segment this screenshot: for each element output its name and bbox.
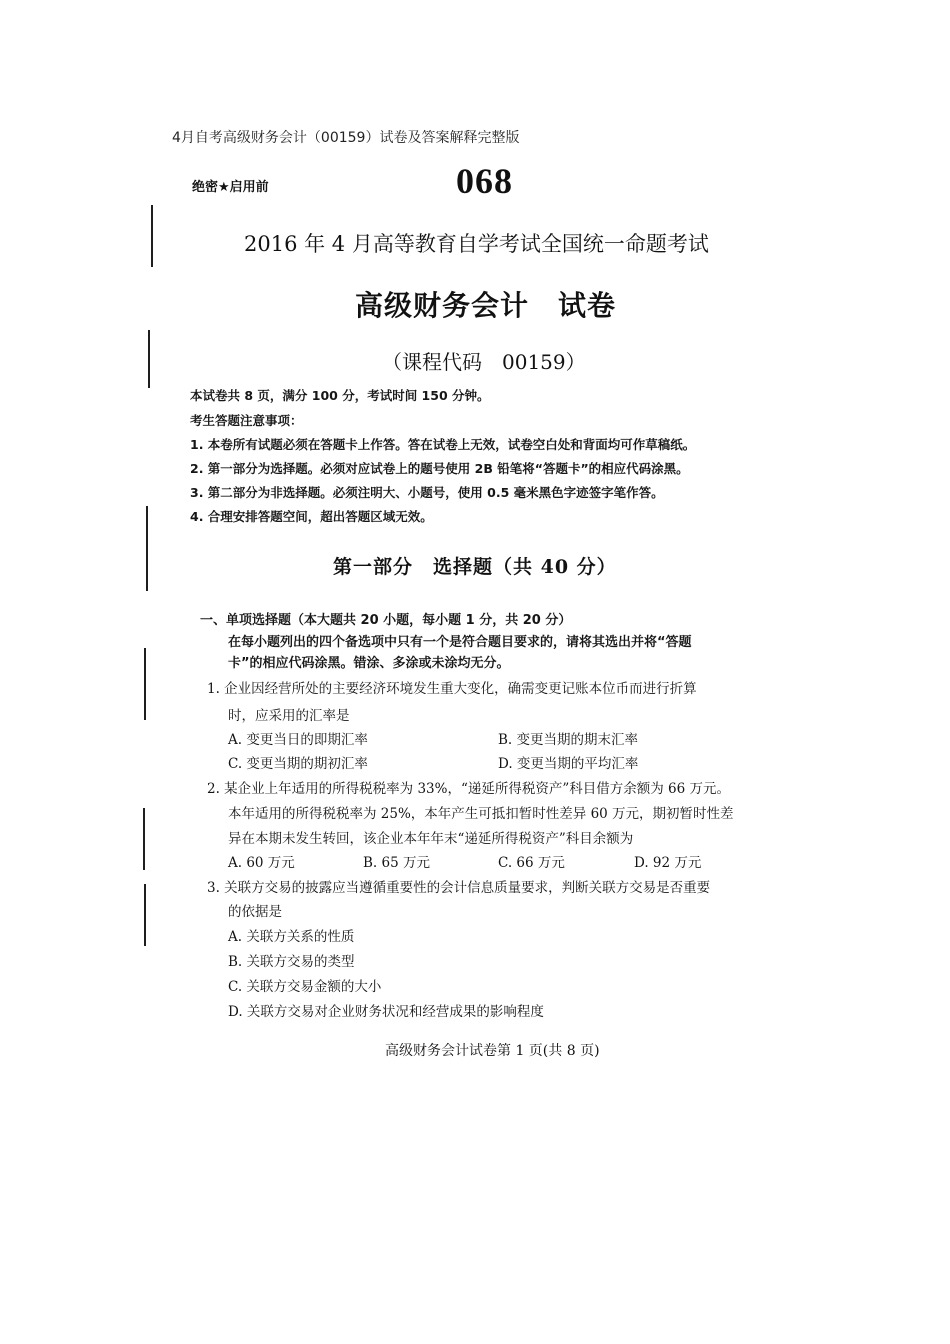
question-1-option-a: A. 变更当日的即期汇率 — [228, 732, 368, 748]
page-footer: 高级财务会计试卷第 1 页(共 8 页) — [385, 1043, 600, 1059]
question-2-stem: 异在本期未发生转回，该企业本年年末“递延所得税资产”科目余额为 — [228, 831, 634, 847]
question-2-stem: 2. 某企业上年适用的所得税税率为 33%，“递延所得税资产”科目借方余额为 66 万元。 — [207, 781, 731, 797]
section-description: 卡”的相应代码涂黑。错涂、多涂或未涂均无分。 — [228, 656, 510, 671]
question-1-stem: 时，应采用的汇率是 — [228, 708, 350, 724]
question-3-option-b: B. 关联方交易的类型 — [228, 954, 355, 970]
question-2-stem: 本年适用的所得税税率为 25%，本年产生可抵扣暂时性差异 60 万元，期初暂时性差 — [228, 806, 734, 822]
question-3-option-a: A. 关联方关系的性质 — [228, 929, 355, 945]
question-1-option-d: D. 变更当期的平均汇率 — [498, 756, 639, 772]
question-3-option-d: D. 关联方交易对企业财务状况和经营成果的影响程度 — [228, 1004, 544, 1020]
subject-title: 高级财务会计 试卷 — [355, 289, 617, 322]
instruction-item: 4. 合理安排答题空间，超出答题区域无效。 — [190, 509, 433, 524]
question-2-option-c: C. 66 万元 — [498, 855, 565, 871]
question-2-option-a: A. 60 万元 — [228, 855, 295, 871]
section-description: 在每小题列出的四个备选项中只有一个是符合题目要求的，请将其选出并将“答题 — [228, 635, 692, 650]
question-3-stem: 3. 关联方交易的披露应当遵循重要性的会计信息质量要求，判断关联方交易是否重要 — [207, 880, 711, 896]
instruction-item: 1. 本卷所有试题必须在答题卡上作答。答在试卷上无效，试卷空白处和背面均可作草稿纸。 — [190, 437, 696, 452]
instruction-item: 2. 第一部分为选择题。必须对应试卷上的题号使用 2B 铅笔将“答题卡”的相应代码涂黑。 — [190, 461, 689, 476]
question-3-stem: 的依据是 — [228, 904, 282, 920]
instruction-item: 3. 第二部分为非选择题。必须注明大、小题号，使用 0.5 毫米黑色字迹签字笔作答。 — [190, 485, 664, 500]
question-1-option-b: B. 变更当期的期末汇率 — [498, 732, 639, 748]
scan-margin-line — [143, 808, 145, 870]
scan-margin-line — [144, 648, 146, 720]
scan-margin-line — [146, 506, 148, 591]
scan-margin-line — [148, 330, 150, 388]
exam-code: 068 — [456, 161, 513, 201]
question-3-option-c: C. 关联方交易金额的大小 — [228, 979, 382, 995]
instructions-heading: 考生答题注意事项： — [190, 413, 303, 428]
confidential-label: 绝密★启用前 — [192, 180, 269, 195]
question-1-option-c: C. 变更当期的期初汇率 — [228, 756, 368, 772]
scan-margin-line — [151, 205, 153, 267]
exam-title: 2016 年 4 月高等教育自学考试全国统一命题考试 — [244, 232, 709, 256]
question-1-stem: 1. 企业因经营所处的主要经济环境发生重大变化，确需变更记账本位币而进行折算 — [207, 681, 697, 697]
part-one-title: 第一部分 选择题（共 40 分） — [333, 556, 617, 578]
exam-summary: 本试卷共 8 页，满分 100 分，考试时间 150 分钟。 — [190, 388, 490, 403]
question-2-option-d: D. 92 万元 — [634, 855, 702, 871]
course-code: （课程代码 00159） — [382, 350, 586, 374]
scan-margin-line — [144, 884, 146, 946]
question-2-option-b: B. 65 万元 — [363, 855, 430, 871]
document-header: 4月自考高级财务会计（00159）试卷及答案解释完整版 — [172, 130, 520, 146]
section-heading: 一、单项选择题（本大题共 20 小题，每小题 1 分，共 20 分） — [200, 613, 572, 628]
